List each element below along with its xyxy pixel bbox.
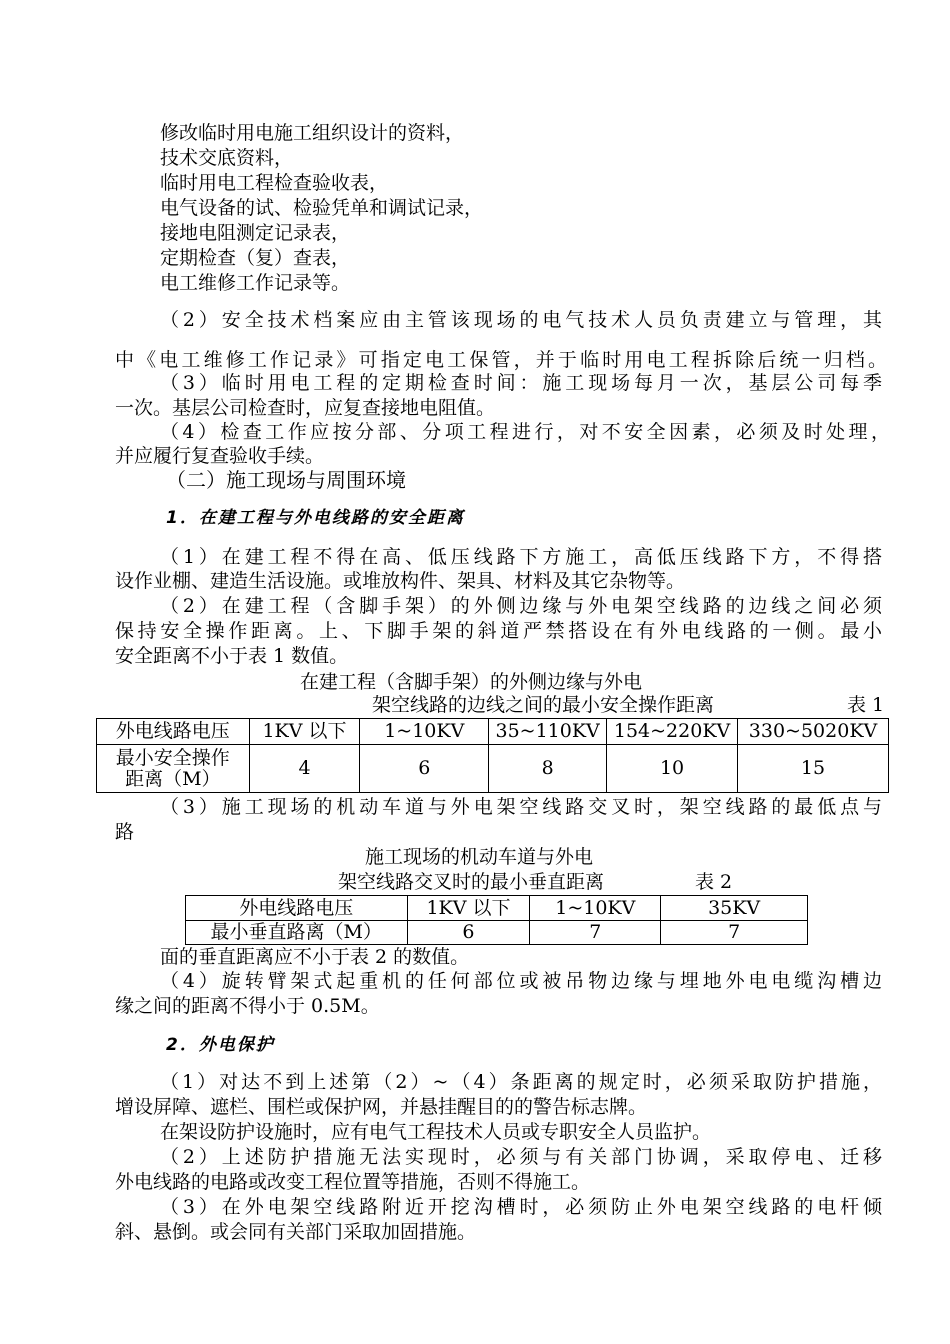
paragraph-line: （4）检查工作应按分部、分项工程进行，对不安全因素，必须及时处理，: [160, 421, 890, 443]
table-caption: 架空线路交叉时的最小垂直距离: [338, 871, 605, 893]
paragraph-line: （1）对达不到上述第（2）~（4）条距离的规定时，必须采取防护措施，: [160, 1071, 882, 1093]
paragraph-line: （3）施工现场的机动车道与外电架空线路交叉时，架空线路的最低点与: [160, 796, 882, 818]
table-cell: 1~10KV: [530, 896, 661, 921]
paragraph-line: 增设屏障、遮栏、围栏或保护网，并悬挂醒目的的警告标志牌。: [115, 1096, 648, 1118]
table-header-cell: [97, 745, 250, 793]
table-cell: 1KV 以下: [249, 719, 360, 745]
paragraph-line: 斜、悬倒。或会同有关部门采取加固措施。: [115, 1221, 477, 1243]
paragraph-line: 缘之间的距离不得小于 0.5M。: [115, 995, 380, 1017]
paragraph-line: （1）在建工程不得在高、低压线路下方施工，高低压线路下方，不得搭: [160, 546, 882, 568]
table-caption: 架空线路的边线之间的最小安全操作距离: [372, 694, 715, 716]
vertical-distance-table: [185, 895, 808, 945]
table-cell: 7: [530, 921, 661, 945]
table-cell: 35~110KV: [489, 719, 607, 745]
table-label: 表 2: [695, 871, 733, 893]
safety-distance-table: [96, 718, 889, 793]
header-line: 最小安全操作: [115, 746, 230, 769]
paragraph-line: （2）上述防护措施无法实现时，必须与有关部门协调，采取停电、迁移: [160, 1146, 882, 1168]
table-caption: 在建工程（含脚手架）的外侧边缘与外电: [300, 671, 643, 693]
doc-list-item: 临时用电工程检查验收表，: [160, 172, 389, 194]
paragraph-line: 安全距离不小于表 1 数值。: [115, 645, 349, 667]
subsection-heading: 1．在建工程与外电线路的安全距离: [166, 508, 465, 528]
paragraph-line: 设作业棚、建造生活设施。或堆放构件、架具、材料及其它杂物等。: [115, 570, 686, 592]
table-header-cell: 最小垂直路离（M）: [186, 921, 408, 945]
table-cell: 330~5020KV: [738, 719, 889, 745]
table-cell: 6: [360, 745, 489, 793]
header-line: 距离（M）: [125, 767, 221, 790]
paragraph-line: （2）在建工程（含脚手架）的外侧边缘与外电架空线路的边线之间必须: [160, 595, 882, 617]
doc-list-item: 接地电阻测定记录表，: [160, 222, 351, 244]
table-cell: 10: [607, 745, 738, 793]
table-header-cell: 外电线路电压: [97, 719, 250, 745]
table-caption: 施工现场的机动车道与外电: [365, 846, 594, 868]
table-cell: 4: [249, 745, 360, 793]
doc-list-item: 修改临时用电施工组织设计的资料，: [160, 122, 465, 144]
paragraph-line: 在架设防护设施时，应有电气工程技术人员或专职安全人员监护。: [160, 1121, 712, 1143]
paragraph-line: 路: [115, 821, 135, 843]
table-row: [186, 896, 808, 921]
paragraph-line: （2）安全技术档案应由主管该现场的电气技术人员负责建立与管理，其: [160, 309, 882, 331]
table-cell: 1KV 以下: [407, 896, 530, 921]
table-row: [97, 745, 889, 793]
table-cell: 35KV: [661, 896, 808, 921]
paragraph-line: （3）在外电架空线路附近开挖沟槽时，必须防止外电架空线路的电杆倾: [160, 1196, 882, 1218]
table-cell: 6: [407, 921, 530, 945]
table-cell: 8: [489, 745, 607, 793]
table-cell: 154~220KV: [607, 719, 738, 745]
table-header-cell: 外电线路电压: [186, 896, 408, 921]
paragraph-line: （4）旋转臂架式起重机的任何部位或被吊物边缘与埋地外电电缆沟槽边: [160, 970, 882, 992]
section-heading: （二）施工现场与周围环境: [166, 468, 406, 492]
paragraph-line: 中《电工维修工作记录》可指定电工保管，并于临时用电工程拆除后统一归档。: [115, 349, 887, 371]
doc-list-item: 电工维修工作记录等。: [160, 272, 351, 294]
subsection-heading: 2．外电保护: [166, 1035, 275, 1055]
doc-list-item: 定期检查（复）查表，: [160, 247, 351, 269]
doc-list-item: 技术交底资料，: [160, 147, 294, 169]
table-cell: 1~10KV: [360, 719, 489, 745]
paragraph-line: 一次。基层公司检查时，应复查接地电阻值。: [115, 397, 496, 419]
table-row: [97, 719, 889, 745]
paragraph-line: 外电线路的电路或改变工程位置等措施，否则不得施工。: [115, 1171, 591, 1193]
paragraph-line: 面的垂直距离应不小于表 2 的数值。: [160, 946, 470, 968]
paragraph-line: 并应履行复查验收手续。: [115, 445, 325, 467]
table-cell: 7: [661, 921, 808, 945]
paragraph-line: （3）临时用电工程的定期检查时间：施工现场每月一次，基层公司每季: [160, 372, 882, 394]
table-label: 表 1: [847, 694, 885, 716]
table-row: [186, 921, 808, 945]
table-cell: 15: [738, 745, 889, 793]
paragraph-line: 保持安全操作距离。上、下脚手架的斜道严禁搭设在有外电线路的一侧。最小: [115, 620, 882, 642]
doc-list-item: 电气设备的试、检验凭单和调试记录，: [160, 197, 484, 219]
